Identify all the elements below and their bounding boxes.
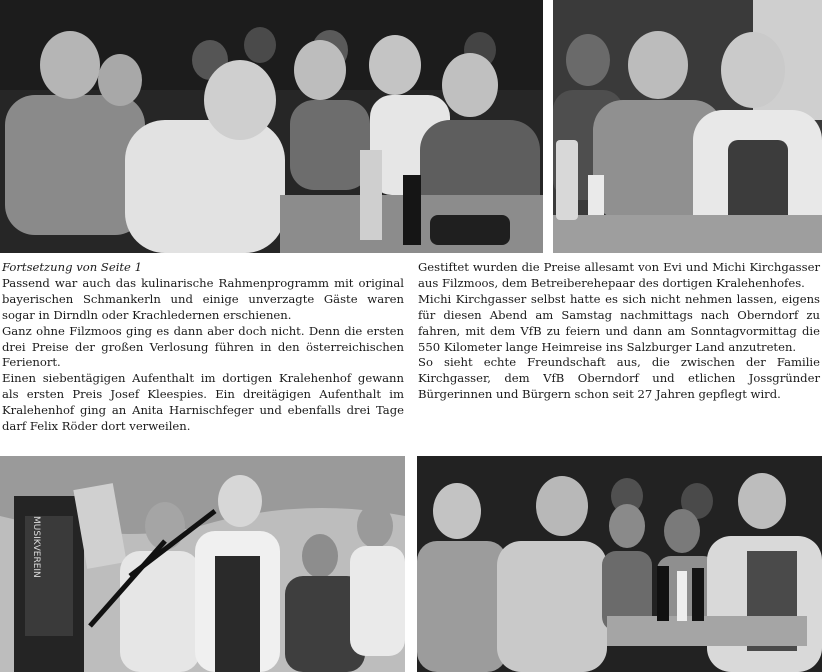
paragraph: Passend war auch das kulinarische Rahmenprogramm mit original bayerischen Schmankerln und einige unverzagte Gäste waren sogar in Dirndln oder Krachledernen erschienen.: [2, 275, 404, 322]
banner-text: MUSIKVEREIN: [31, 516, 41, 578]
article-column-right: [418, 260, 820, 452]
paragraph: So sieht echte Freundschaft aus, die zwischen der Familie Kirchgasser, dem VfB Oberndorf und etlichen Jossgründer Bürgerinnen und Bürgern schon seit 27 Jahren gepflegt wird.: [418, 355, 820, 402]
paragraph: Ganz ohne Filzmoos ging es dann aber doch nicht. Denn die ersten drei Preise der großen Verlosung führen in den österreichischen Ferienort.: [2, 323, 404, 370]
photo-couple: [553, 0, 822, 253]
photo-guests-table: [0, 0, 543, 253]
continuation-note: Fortsetzung von Seite 1: [2, 260, 142, 274]
paragraph: Michi Kirchgasser selbst hatte es sich nicht nehmen lassen, eigens für diesen Abend am Samstag nachmittags nach Oberndorf zu fahren, mit dem VfB zu feiern und dann am Sonntagvormittag die 550 Kilometer lange Heimreise ins Salzburger Land anzutreten.: [418, 291, 820, 354]
paragraph: Einen siebentägigen Aufenthalt im dortigen Kralehenhof gewann als ersten Preis Josef Kleespies. Ein dreitägigen Aufenthalt im Kralehenhof ging an Anita Harnischfeger und ebenfalls drei Tage darf Felix Röder dort verweilen.: [2, 371, 404, 434]
photo-guests-seated: [417, 456, 822, 672]
photo-music-band: [0, 456, 405, 672]
paragraph: Gestiftet wurden die Preise allesamt von Evi und Michi Kirchgasser aus Filzmoos, dem Betreiberehepaar des dortigen Kralehenhofes.: [418, 260, 820, 290]
article-column-left: [2, 260, 404, 452]
